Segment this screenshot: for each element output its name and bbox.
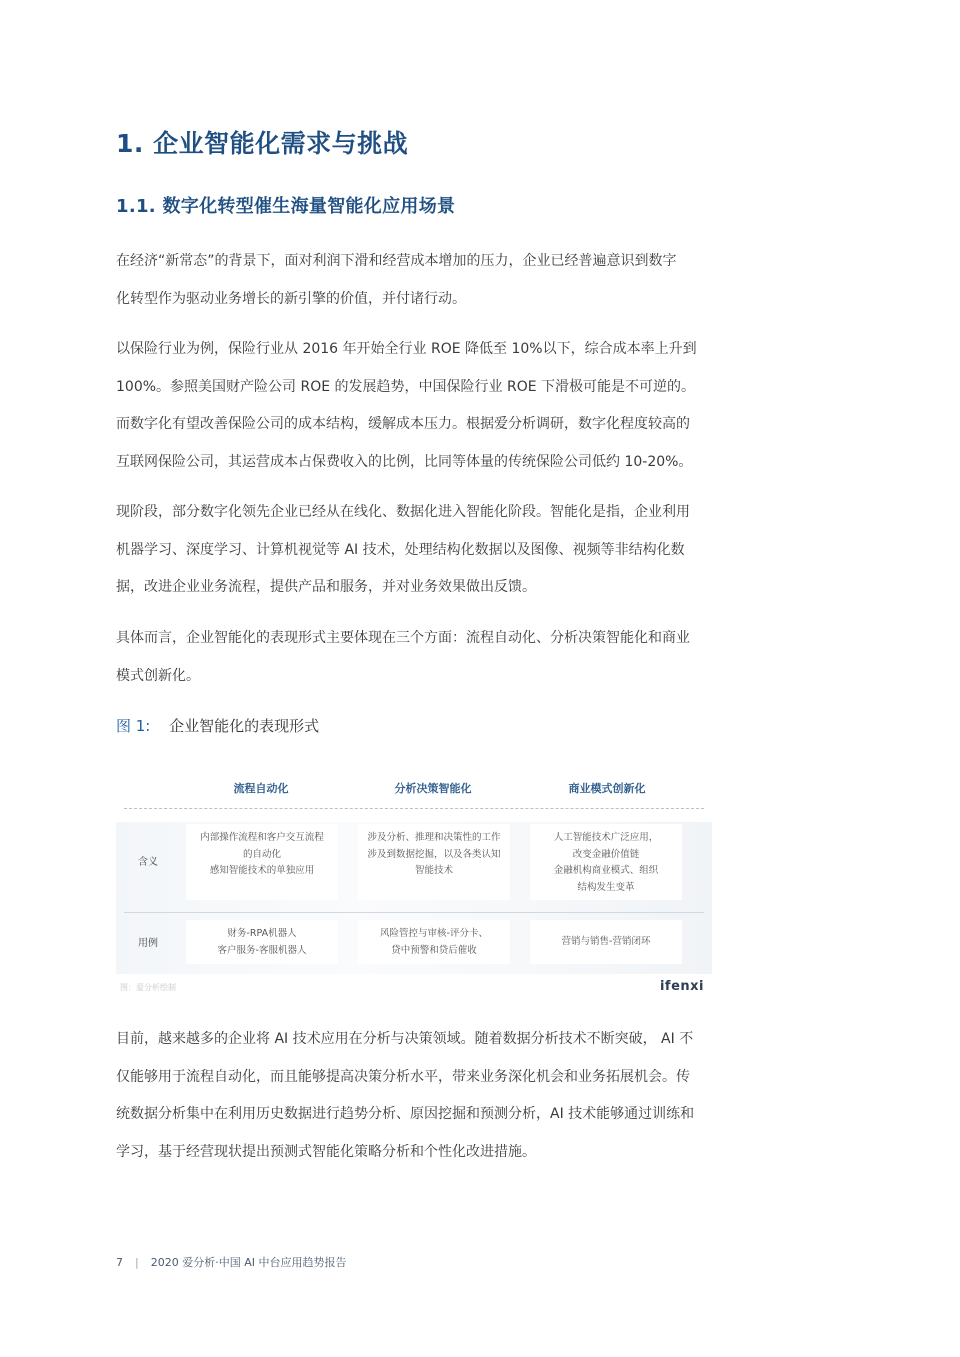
paragraph-4	[116, 620, 716, 695]
cell-line: 客户服务-客服机器人	[217, 944, 307, 956]
column-header-business-model: 商业模式创新化	[568, 782, 646, 795]
row-label-meaning: 含义	[138, 857, 158, 868]
paragraph-line: 以保险行业为例，保险行业从 2016 年开始全行业 ROE 降低至 10%以下，综合成本率上升到	[116, 341, 697, 357]
paragraph-1	[116, 243, 716, 318]
cell-line: 风险管控与审核-评分卡、	[380, 928, 488, 939]
cell-line: 涉及到数据挖掘，以及各类认知	[367, 848, 501, 860]
table-cell	[186, 824, 338, 900]
header-divider	[124, 808, 704, 809]
cell-line: 的自动化	[242, 848, 281, 860]
paragraph-line: 模式创新化。	[116, 667, 200, 684]
footer-separator: |	[135, 1256, 139, 1269]
paragraph-line: 现阶段，部分数字化领先企业已经从在线化、数据化进入智能化阶段。智能化是指，企业利用	[116, 504, 690, 520]
paragraph-line: 100%。参照美国财产险公司 ROE 的发展趋势，中国保险行业 ROE 下滑极可能是不可逆的。	[116, 378, 696, 395]
page-footer	[116, 1254, 346, 1270]
column-header-process-automation: 流程自动化	[233, 782, 289, 795]
cell-line: 财务-RPA机器人	[227, 928, 297, 939]
table-cell	[358, 920, 510, 964]
cell-line: 智能技术	[414, 865, 453, 876]
paragraph-line: 而数字化有望改善保险公司的成本结构，缓解成本压力。根据爱分析调研，数字化程度较高的	[116, 416, 690, 432]
row-label-use-cases: 用例	[138, 938, 158, 949]
paragraph-2	[116, 331, 716, 481]
paragraph-line: 仅能够用于流程自动化，而且能够提高决策分析水平，带来业务深化机会和业务拓展机会。传	[116, 1068, 690, 1085]
paragraph-line: 统数据分析集中在利用历史数据进行趋势分析、原因挖掘和预测分析，AI 技术能够通过训练和	[116, 1106, 695, 1122]
paragraph-line: 机器学习、深度学习、计算机视觉等 AI 技术，处理结构化数据以及图像、视频等非结构化数	[116, 541, 685, 558]
paragraph-line: 化转型作为驱动业务增长的新引擎的价值，并付诸行动。	[116, 290, 466, 307]
subsection-title: 1.1. 数字化转型催生海量智能化应用场景	[116, 196, 456, 217]
paragraph-line: 学习，基于经营现状提出预测式智能化策略分析和个性化改进措施。	[116, 1143, 536, 1160]
figure-title: 企业智能化的表现形式	[169, 717, 320, 735]
table-cell	[358, 824, 510, 900]
cell-line: 贷中预警和贷后催收	[391, 944, 477, 956]
cell-line: 营销与销售-营销闭环	[561, 936, 651, 947]
cell-line: 金融机构商业模式、组织	[553, 865, 659, 876]
report-title: 2020 爱分析·中国 AI 中台应用趋势报告	[150, 1256, 347, 1269]
row-divider	[124, 912, 704, 913]
paragraph-3	[116, 494, 716, 607]
cell-line: 人工智能技术广泛应用，	[553, 832, 659, 843]
ifenxi-logo: ifenxi	[659, 979, 704, 994]
figure-number: 图 1:	[116, 717, 151, 735]
paragraph-line: 具体而言，企业智能化的表现形式主要体现在三个方面：流程自动化、分析决策智能化和商业	[116, 630, 690, 646]
figure-table	[116, 762, 712, 1002]
cell-line: 结构发生变革	[577, 881, 635, 893]
cell-line: 内部操作流程和客户交互流程	[200, 832, 324, 843]
table-cell	[530, 824, 682, 900]
paragraph-line: 据，改进企业业务流程，提供产品和服务，并对业务效果做出反馈。	[116, 579, 536, 595]
cell-line: 改变金融价值链	[572, 848, 640, 860]
table-cell	[186, 920, 338, 964]
paragraph-line: 在经济“新常态”的背景下，面对利润下滑和经营成本增加的压力，企业已经普遍意识到数字	[116, 253, 677, 269]
paragraph-line: 目前，越来越多的企业将 AI 技术应用在分析与决策领域。随着数据分析技术不断突破， AI 不	[116, 1031, 694, 1047]
paragraph-line: 互联网保险公司，其运营成本占保费收入的比例，比同等体量的传统保险公司低约 10-20%。	[116, 453, 693, 470]
cell-line: 感知智能技术的单独应用	[209, 865, 315, 876]
section-title: 1. 企业智能化需求与挑战	[116, 129, 409, 158]
cell-line: 涉及分析、推理和决策性的工作	[367, 832, 501, 843]
paragraph-5	[116, 1021, 716, 1171]
figure-caption	[116, 714, 319, 738]
page-number: 7	[116, 1256, 123, 1269]
column-header-decision-intelligence: 分析决策智能化	[394, 782, 472, 795]
table-cell	[530, 920, 682, 964]
figure-source: 图：爱分析绘制	[120, 983, 176, 992]
